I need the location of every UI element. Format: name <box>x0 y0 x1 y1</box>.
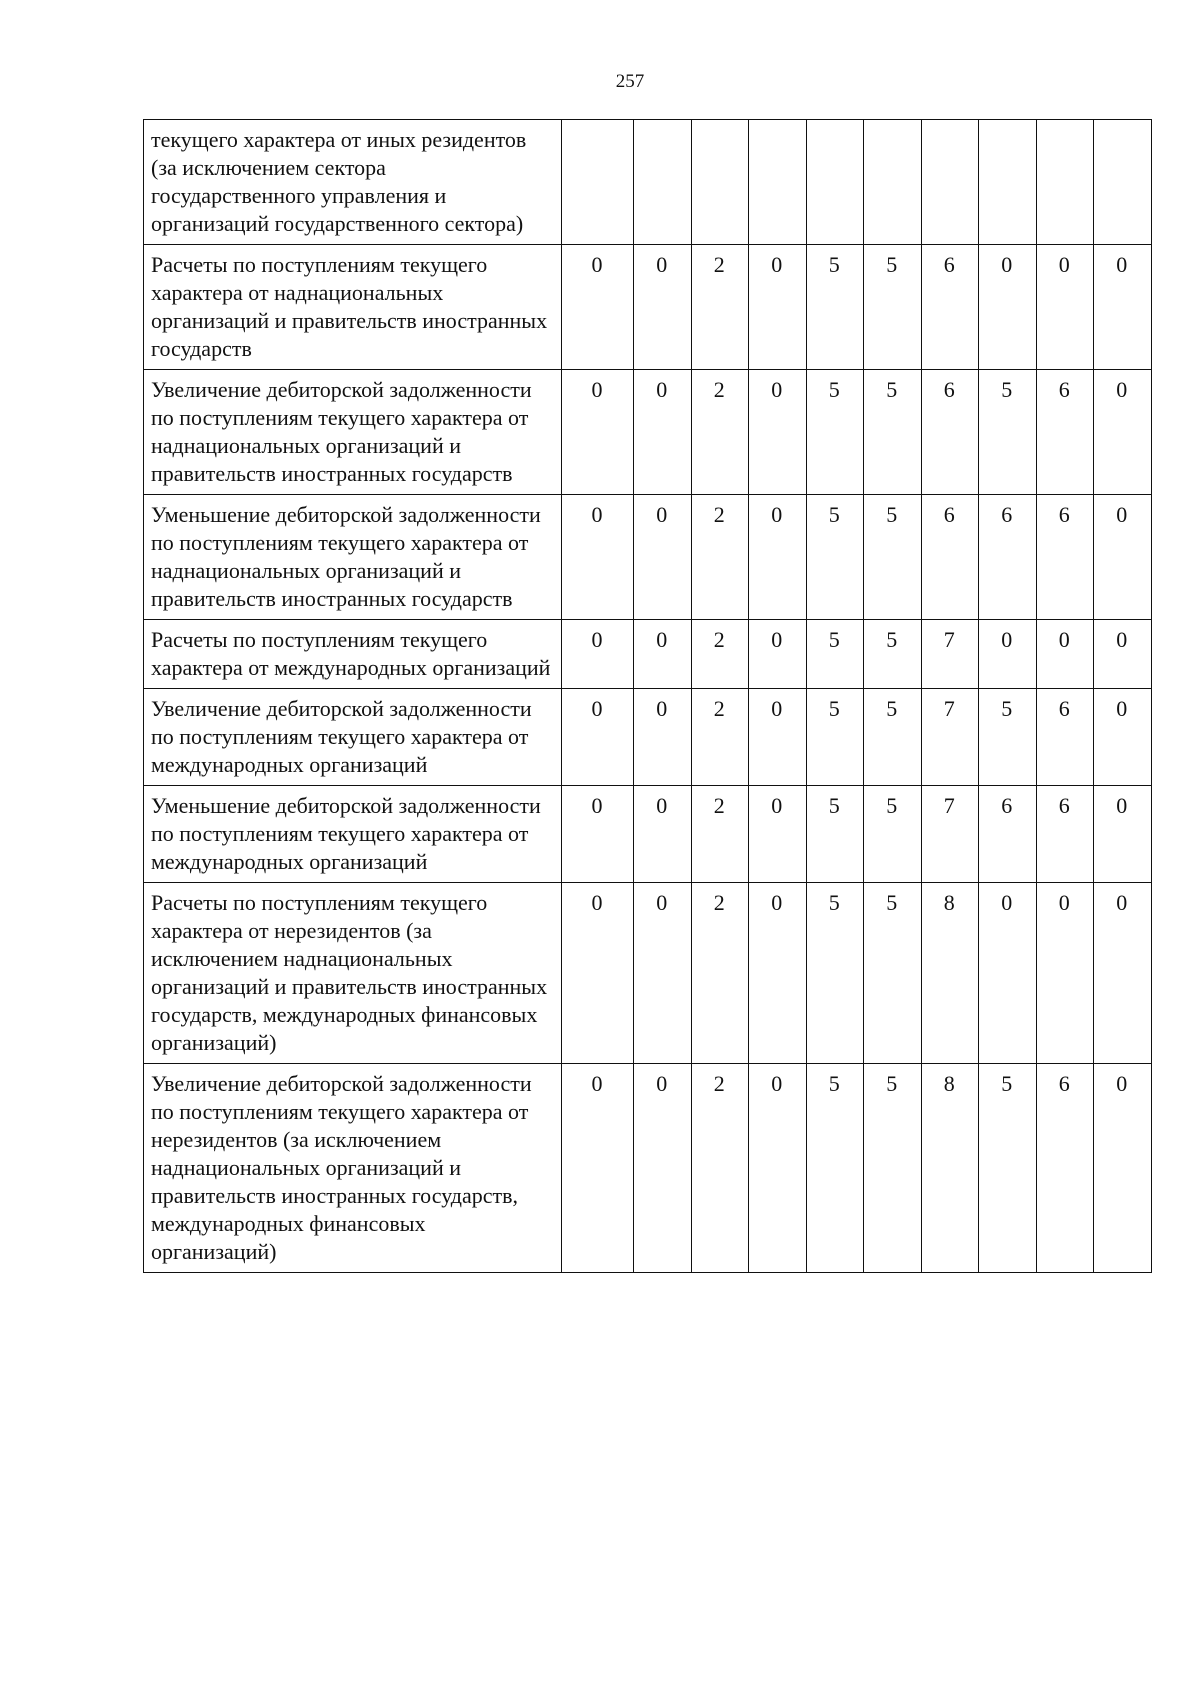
code-digit-cell: 0 <box>979 620 1037 689</box>
row-description: Увеличение дебиторской задолженности по поступлениям текущего характера от нерезидентов (за исключением наднациональных организаций и правительств иностранных государств, международных финансовых организаций) <box>144 1064 562 1273</box>
code-digit-cell: 6 <box>1036 786 1094 883</box>
code-digit-cell <box>1094 120 1152 245</box>
code-digit-cell <box>562 120 634 245</box>
code-digit-cell: 5 <box>806 495 864 620</box>
page-number: 257 <box>615 71 645 92</box>
code-digit-cell: 8 <box>921 883 979 1064</box>
code-digit-cell: 5 <box>864 370 922 495</box>
code-digit-cell <box>634 120 692 245</box>
code-digit-cell: 2 <box>691 883 749 1064</box>
code-digit-cell: 0 <box>979 883 1037 1064</box>
account-codes-table <box>143 119 1152 1273</box>
code-digit-cell: 0 <box>749 370 807 495</box>
code-digit-cell: 7 <box>921 786 979 883</box>
table-row <box>144 245 1152 370</box>
code-digit-cell: 0 <box>562 620 634 689</box>
code-digit-cell: 5 <box>864 620 922 689</box>
code-digit-cell: 6 <box>921 370 979 495</box>
table-row <box>144 786 1152 883</box>
code-digit-cell: 0 <box>562 370 634 495</box>
code-digit-cell: 0 <box>634 1064 692 1273</box>
code-digit-cell: 2 <box>691 245 749 370</box>
code-digit-cell <box>921 120 979 245</box>
code-digit-cell: 0 <box>1094 689 1152 786</box>
code-digit-cell: 0 <box>749 495 807 620</box>
code-digit-cell: 6 <box>1036 370 1094 495</box>
code-digit-cell: 5 <box>806 883 864 1064</box>
code-digit-cell: 0 <box>749 1064 807 1273</box>
code-digit-cell: 0 <box>562 786 634 883</box>
code-digit-cell: 5 <box>864 245 922 370</box>
code-digit-cell: 0 <box>1094 370 1152 495</box>
code-digit-cell <box>806 120 864 245</box>
code-digit-cell: 0 <box>1094 1064 1152 1273</box>
code-digit-cell: 0 <box>749 883 807 1064</box>
code-digit-cell: 0 <box>1094 883 1152 1064</box>
row-description: Увеличение дебиторской задолженности по поступлениям текущего характера от международных организаций <box>144 689 562 786</box>
code-digit-cell: 2 <box>691 786 749 883</box>
code-digit-cell: 0 <box>562 883 634 1064</box>
code-digit-cell: 0 <box>1094 786 1152 883</box>
code-digit-cell: 0 <box>979 245 1037 370</box>
table-row <box>144 620 1152 689</box>
code-digit-cell: 5 <box>979 1064 1037 1273</box>
code-digit-cell: 0 <box>1094 245 1152 370</box>
row-description: Уменьшение дебиторской задолженности по поступлениям текущего характера от международных организаций <box>144 786 562 883</box>
code-digit-cell: 6 <box>1036 1064 1094 1273</box>
code-digit-cell: 6 <box>979 495 1037 620</box>
code-digit-cell: 2 <box>691 370 749 495</box>
code-digit-cell: 5 <box>806 786 864 883</box>
code-digit-cell: 0 <box>1036 883 1094 1064</box>
code-digit-cell: 0 <box>634 370 692 495</box>
row-description: Увеличение дебиторской задолженности по поступлениям текущего характера от наднациональных организаций и правительств иностранных государств <box>144 370 562 495</box>
code-digit-cell: 5 <box>806 1064 864 1273</box>
row-description: Расчеты по поступлениям текущего характера от нерезидентов (за исключением наднациональных организаций и правительств иностранных государств, международных финансовых организаций) <box>144 883 562 1064</box>
code-digit-cell: 6 <box>1036 689 1094 786</box>
code-digit-cell: 5 <box>806 620 864 689</box>
code-digit-cell: 2 <box>691 495 749 620</box>
code-digit-cell: 0 <box>749 786 807 883</box>
code-digit-cell: 2 <box>691 620 749 689</box>
code-digit-cell: 5 <box>979 370 1037 495</box>
code-digit-cell: 0 <box>634 786 692 883</box>
code-digit-cell: 5 <box>806 689 864 786</box>
code-digit-cell <box>979 120 1037 245</box>
row-description: текущего характера от иных резидентов (за исключением сектора государственного управления и организаций государственного сектора) <box>144 120 562 245</box>
code-digit-cell: 5 <box>864 883 922 1064</box>
code-digit-cell: 0 <box>749 245 807 370</box>
code-digit-cell: 6 <box>1036 495 1094 620</box>
code-digit-cell: 0 <box>1094 495 1152 620</box>
code-digit-cell: 6 <box>921 245 979 370</box>
code-digit-cell <box>1036 120 1094 245</box>
row-description: Уменьшение дебиторской задолженности по поступлениям текущего характера от наднациональных организаций и правительств иностранных государств <box>144 495 562 620</box>
table-row <box>144 370 1152 495</box>
table-body <box>144 120 1152 1273</box>
code-digit-cell: 7 <box>921 689 979 786</box>
code-digit-cell: 5 <box>806 370 864 495</box>
code-digit-cell: 0 <box>1036 245 1094 370</box>
code-digit-cell <box>864 120 922 245</box>
code-digit-cell: 2 <box>691 1064 749 1273</box>
code-digit-cell: 0 <box>749 689 807 786</box>
code-digit-cell: 0 <box>634 620 692 689</box>
table-row <box>144 495 1152 620</box>
code-digit-cell <box>691 120 749 245</box>
code-digit-cell: 0 <box>562 245 634 370</box>
code-digit-cell: 5 <box>864 1064 922 1273</box>
table-row <box>144 883 1152 1064</box>
code-digit-cell: 0 <box>634 883 692 1064</box>
code-digit-cell: 5 <box>979 689 1037 786</box>
code-digit-cell: 0 <box>562 1064 634 1273</box>
code-digit-cell: 0 <box>634 245 692 370</box>
table-row <box>144 120 1152 245</box>
row-description: Расчеты по поступлениям текущего характера от наднациональных организаций и правительств иностранных государств <box>144 245 562 370</box>
code-digit-cell: 6 <box>921 495 979 620</box>
code-digit-cell: 2 <box>691 689 749 786</box>
code-digit-cell: 8 <box>921 1064 979 1273</box>
code-digit-cell: 5 <box>864 495 922 620</box>
code-digit-cell <box>749 120 807 245</box>
code-digit-cell: 0 <box>562 495 634 620</box>
code-digit-cell: 0 <box>749 620 807 689</box>
code-digit-cell: 0 <box>562 689 634 786</box>
code-digit-cell: 0 <box>1036 620 1094 689</box>
code-digit-cell: 0 <box>634 495 692 620</box>
table-row <box>144 1064 1152 1273</box>
table-row <box>144 689 1152 786</box>
code-digit-cell: 7 <box>921 620 979 689</box>
code-digit-cell: 5 <box>864 689 922 786</box>
code-digit-cell: 6 <box>979 786 1037 883</box>
code-digit-cell: 0 <box>634 689 692 786</box>
code-digit-cell: 0 <box>1094 620 1152 689</box>
code-digit-cell: 5 <box>864 786 922 883</box>
row-description: Расчеты по поступлениям текущего характера от международных организаций <box>144 620 562 689</box>
code-digit-cell: 5 <box>806 245 864 370</box>
